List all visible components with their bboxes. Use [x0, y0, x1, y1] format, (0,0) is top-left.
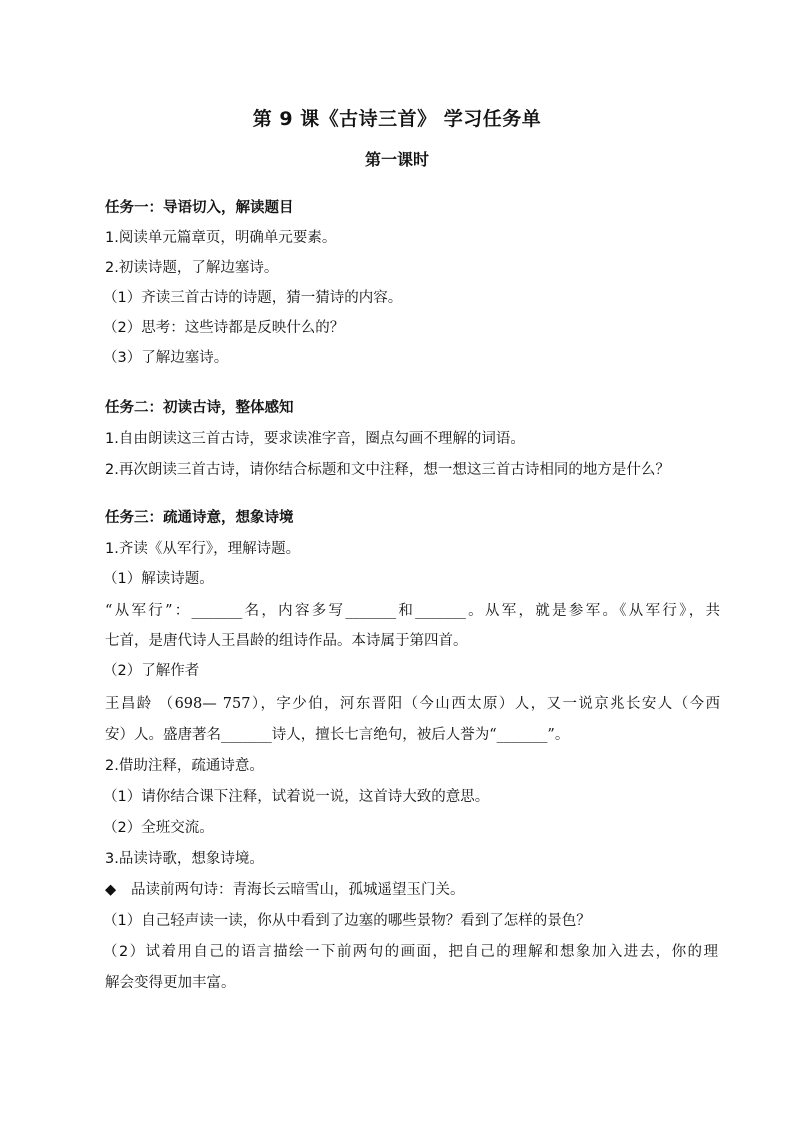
task3-line-2: （1）解读诗题。 [103, 571, 214, 587]
task3-line-3: “从军行”：_______名，内容多写_______和_______。从军，就是参军。《从军行》，共 [105, 603, 720, 619]
task3-line-11: 3.品读诗歌，想象诗境。 [105, 851, 264, 867]
task3-line-10: （2）全班交流。 [103, 820, 214, 836]
task3-line-12: 品读前两句诗：青海长云暗雪山，孤城遥望玉门关。 [131, 882, 465, 898]
task3-line-7: 安）人。盛唐著名_______诗人，擅长七言绝句，被后人誉为“_______”。 [105, 727, 570, 743]
diamond-bullet-icon: ◆ [105, 882, 117, 898]
task1-heading: 任务一：导语切入，解读题目 [105, 200, 294, 216]
task3-line-13: （1）自己轻声读一读，你从中看到了边塞的哪些景物？看到了怎样的景色？ [103, 913, 591, 929]
task1-line-1: 1.阅读单元篇章页，明确单元要素。 [105, 230, 337, 246]
task3-heading: 任务三：疏通诗意，想象诗境 [105, 510, 294, 526]
page-subtitle: 第一课时 [364, 150, 429, 169]
task1-line-5: （3）了解边塞诗。 [103, 350, 229, 366]
task3-line-1: 1.齐读《从军行》，理解诗题。 [105, 541, 301, 557]
task3-line-4: 七首，是唐代诗人王昌龄的组诗作品。本诗属于第四首。 [105, 633, 468, 649]
task3-line-6: 王昌龄 （698— 757），字少伯，河东晋阳（今山西太原）人，又一说京兆长安人（今西 [105, 696, 720, 712]
task3-line-9: （1）请你结合课下注释，试着说一说，这首诗大致的意思。 [103, 789, 490, 805]
task1-line-3: （1）齐读三首古诗的诗题，猜一猜诗的内容。 [103, 290, 403, 306]
task3-line-15: 解会变得更加丰富。 [105, 975, 236, 991]
task3-line-8: 2.借助注释，疏通诗意。 [105, 758, 264, 774]
task3-bullet-line [105, 880, 465, 900]
task3-line-5: （2）了解作者 [103, 663, 200, 679]
task2-heading: 任务二：初读古诗，整体感知 [105, 400, 294, 416]
task2-line-2: 2.再次朗读三首古诗，请你结合标题和文中注释，想一想这三首古诗相同的地方是什么？ [105, 462, 670, 478]
task2-line-1: 1.自由朗读这三首古诗，要求读准字音，圈点勾画不理解的词语。 [105, 431, 525, 447]
task1-line-4: （2）思考：这些诗都是反映什么的？ [103, 320, 345, 336]
task3-line-14: （2）试着用自己的语言描绘一下前两句的画面，把自己的理解和想象加入进去，你的理 [103, 944, 718, 960]
task1-line-2: 2.初读诗题，了解边塞诗。 [105, 260, 279, 276]
page-title: 第 9 课《古诗三首》 学习任务单 [252, 108, 542, 130]
